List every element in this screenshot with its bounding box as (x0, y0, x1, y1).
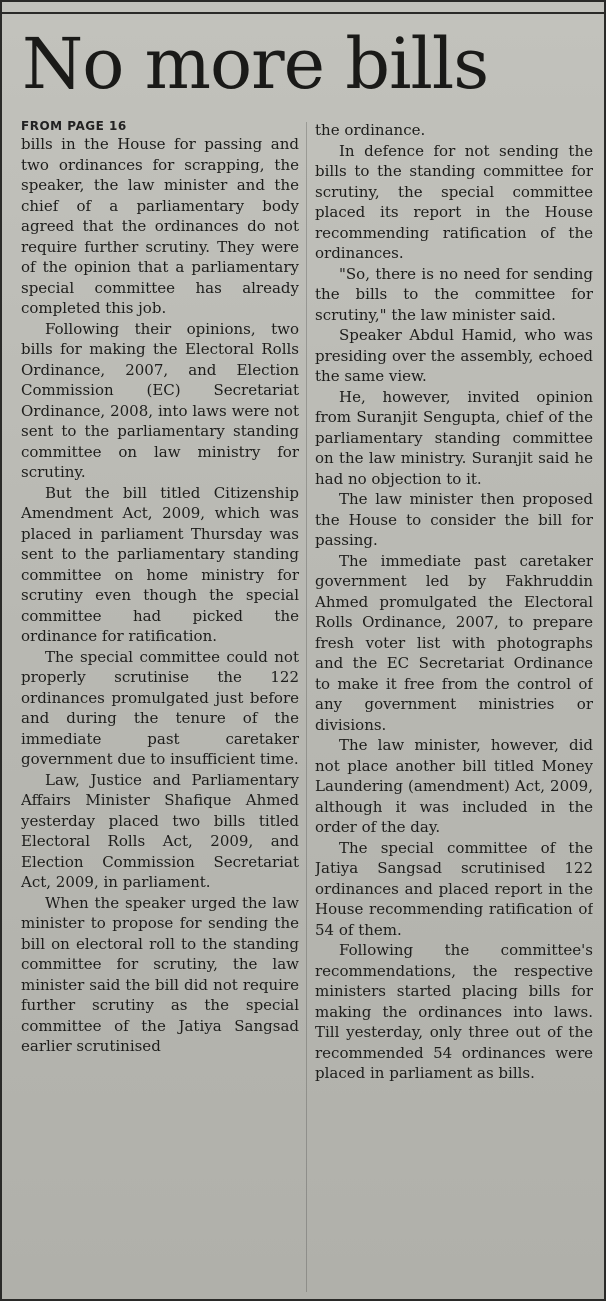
paragraph: The immediate past caretaker government led by Fakhruddin Ahmed promulgated the Electoral Rolls Ordinance, 2007, to prepare fresh voter list with photographs and the EC Secretariat Ordinance to make it free from the control of any government ministries or divisions. (315, 551, 593, 734)
paragraph: When the speaker urged the law minister to propose for sending the bill on electoral roll to the standing committee for scrutiny, the law minister said the bill did not require further scrutiny as the special committee of the Jatiya Sangsad earlier scrutinised (21, 893, 299, 1055)
paragraph: the ordinance. (315, 121, 426, 139)
paragraph: The law minister then proposed the House to consider the bill for passing. (315, 490, 593, 549)
paragraph: Following the committee's recommendations, the respective ministers started placing bills for making the ordinances into laws. Till yesterday, only three out of the recommended 54 ordinances were placed in parliament as bills. (315, 941, 593, 1082)
column-divider (306, 122, 307, 1292)
paragraph: Speaker Abdul Hamid, who was presiding over the assembly, echoed the same view. (315, 326, 593, 385)
headline: No more bills (22, 23, 489, 105)
paragraph: Law, Justice and Parliamentary Affairs Minister Shafique Ahmed yesterday placed two bills titled Electoral Rolls Act, 2009, and Election Commission Secretariat Act, 2009, in parliament. (21, 770, 299, 891)
paragraph: But the bill titled Citizenship Amendment Act, 2009, which was placed in parliament Thursday was sent to the parliamentary standing committee on home ministry for scrutiny even though the special committee had picked the ordinance for ratification. (21, 483, 299, 645)
paragraph: Following their opinions, two bills for making the Electoral Rolls Ordinance, 2007, and Election Commission (EC) Secretariat Ordinance, 2008, into laws were not sent to the parliamentary standing committee on law ministry for scrutiny. (21, 319, 299, 481)
paragraph: He, however, invited opinion from Suranjit Sengupta, chief of the parliamentary standing committee on the law ministry. Suranjit said he had no objection to it. (315, 387, 593, 488)
top-rule (2, 12, 604, 14)
left-column (21, 118, 299, 1298)
paragraph: The special committee of the Jatiya Sangsad scrutinised 122 ordinances and placed report in the House recommending ratification of 54 of them. (315, 838, 593, 939)
paragraph: bills in the House for passing and two ordinances for scrapping, the speaker, the law minister and the chief of a parliamentary body agreed that the ordinances do not require further scrutiny. They were of the opinion that a parliamentary special committee has already completed this job. (21, 135, 299, 317)
paragraph: The law minister, however, did not place another bill titled Money Laundering (amendment) Act, 2009, although it was included in the order of the day. (315, 736, 593, 836)
kicker: FROM PAGE 16 (21, 119, 127, 133)
right-column (315, 120, 593, 1300)
paragraph: "So, there is no need for sending the bills to the committee for scrutiny," the law minister said. (315, 264, 593, 324)
paragraph: The special committee could not properly scrutinise the 122 ordinances promulgated just before and during the tenure of the immediate past caretaker government due to insufficient time. (21, 647, 299, 768)
paragraph: In defence for not sending the bills to the standing committee for scrutiny, the special committee placed its report in the House recommending ratification of the ordinances. (315, 141, 593, 262)
